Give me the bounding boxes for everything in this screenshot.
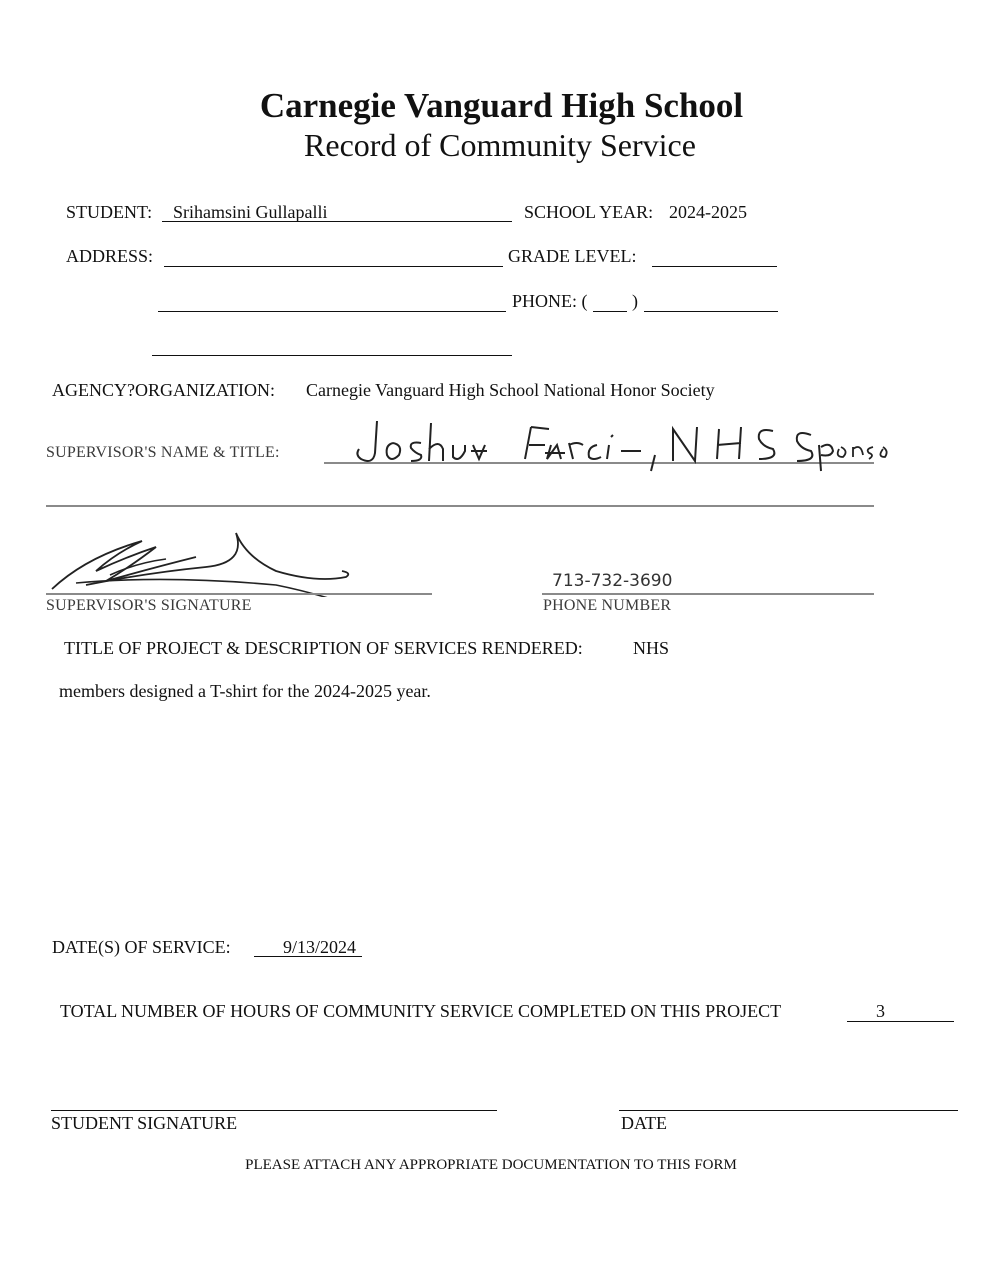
school-year-label: SCHOOL YEAR:: [524, 202, 654, 222]
school-name: Carnegie Vanguard High School: [259, 86, 744, 125]
dates-of-service-value[interactable]: 9/13/2024: [283, 937, 357, 957]
date-label: DATE: [621, 1113, 667, 1133]
footer-note: PLEASE ATTACH ANY APPROPRIATE DOCUMENTATION TO THIS FORM: [245, 1157, 737, 1173]
supervisor-phone-label: PHONE NUMBER: [543, 597, 672, 614]
form-title: Record of Community Service: [304, 127, 696, 163]
total-hours-line: [847, 1021, 954, 1022]
project-line2-value[interactable]: members designed a T-shirt for the 2024-2025 year.: [59, 681, 431, 701]
total-hours-label: TOTAL NUMBER OF HOURS OF COMMUNITY SERVICE COMPLETED ON THIS PROJECT: [60, 1001, 782, 1021]
supervisor-second-line: [46, 505, 874, 507]
phone-area-code-line[interactable]: [593, 311, 627, 312]
student-label: STUDENT:: [66, 202, 153, 222]
address-line-2[interactable]: [158, 311, 506, 312]
supervisor-phone-value[interactable]: 713-732-3690: [552, 571, 673, 591]
supervisor-signature-line[interactable]: [46, 593, 432, 595]
supervisor-name-handwriting[interactable]: [355, 415, 895, 475]
handwriting-svg: [355, 415, 895, 475]
grade-level-label: GRADE LEVEL:: [508, 246, 637, 266]
phone-label: PHONE: (: [512, 291, 588, 311]
supervisor-signature-label: SUPERVISOR'S SIGNATURE: [46, 597, 252, 614]
supervisor-name-title-label: SUPERVISOR'S NAME & TITLE:: [46, 444, 280, 461]
address-line-1[interactable]: [164, 266, 503, 267]
project-label: TITLE OF PROJECT & DESCRIPTION OF SERVICES RENDERED:: [64, 638, 583, 658]
signature-svg: [46, 527, 366, 597]
supervisor-signature-image: [46, 527, 366, 597]
phone-number-line[interactable]: [644, 311, 778, 312]
agency-value[interactable]: Carnegie Vanguard High School National Honor Society: [306, 380, 715, 400]
student-signature-line[interactable]: [51, 1110, 497, 1111]
dates-of-service-label: DATE(S) OF SERVICE:: [52, 937, 231, 957]
date-signature-line[interactable]: [619, 1110, 958, 1111]
agency-label: AGENCY?ORGANIZATION:: [52, 380, 275, 400]
school-year-value[interactable]: 2024-2025: [669, 202, 747, 222]
project-line1-value[interactable]: NHS: [633, 638, 670, 658]
phone-paren-close: ): [632, 291, 638, 311]
student-signature-label: STUDENT SIGNATURE: [51, 1113, 238, 1133]
student-name-value[interactable]: Srihamsini Gullapalli: [173, 202, 328, 222]
address-label: ADDRESS:: [66, 246, 154, 266]
supervisor-phone-line: [542, 593, 874, 595]
grade-level-line[interactable]: [652, 266, 777, 267]
address-line-3[interactable]: [152, 355, 512, 356]
total-hours-value[interactable]: 3: [876, 1001, 885, 1021]
